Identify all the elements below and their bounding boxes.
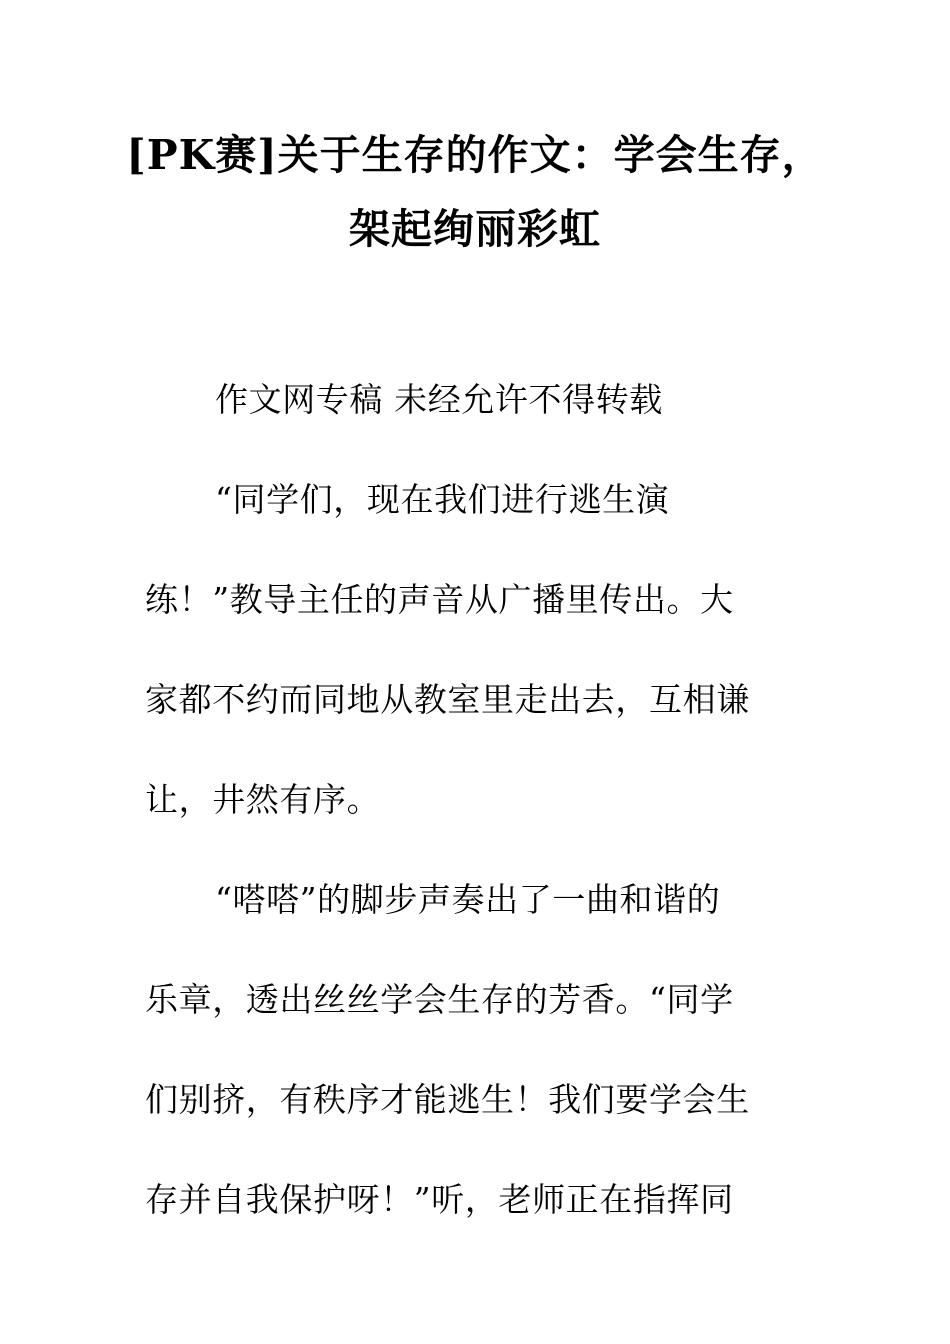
paragraph-1-line-2: 练！”教导主任的声音从广播里传出。大: [145, 580, 734, 619]
paragraph-2-line-2: 乐章，透出丝丝学会生存的芳香。“同学: [145, 980, 734, 1019]
paragraph-1-line-1: “同学们，现在我们进行逃生演: [215, 480, 670, 519]
document-title-line-2: 架起绚丽彩虹: [349, 205, 601, 253]
paragraph-2-line-4: 存并自我保护呀！”听，老师正在指挥同: [145, 1180, 734, 1219]
paragraph-1-line-3: 家都不约而同地从教室里走出去，互相谦: [145, 680, 750, 719]
document-title-line-1: [PK赛]关于生存的作文：学会生存，: [126, 131, 824, 179]
paragraph-1-line-4: 让，井然有序。: [145, 780, 381, 819]
byline: 作文网专稿 未经允许不得转载: [215, 380, 663, 419]
paragraph-2-line-1: “嗒嗒”的脚步声奏出了一曲和谐的: [215, 880, 721, 919]
paragraph-2-line-3: 们别挤，有秩序才能逃生！我们要学会生: [145, 1080, 750, 1119]
